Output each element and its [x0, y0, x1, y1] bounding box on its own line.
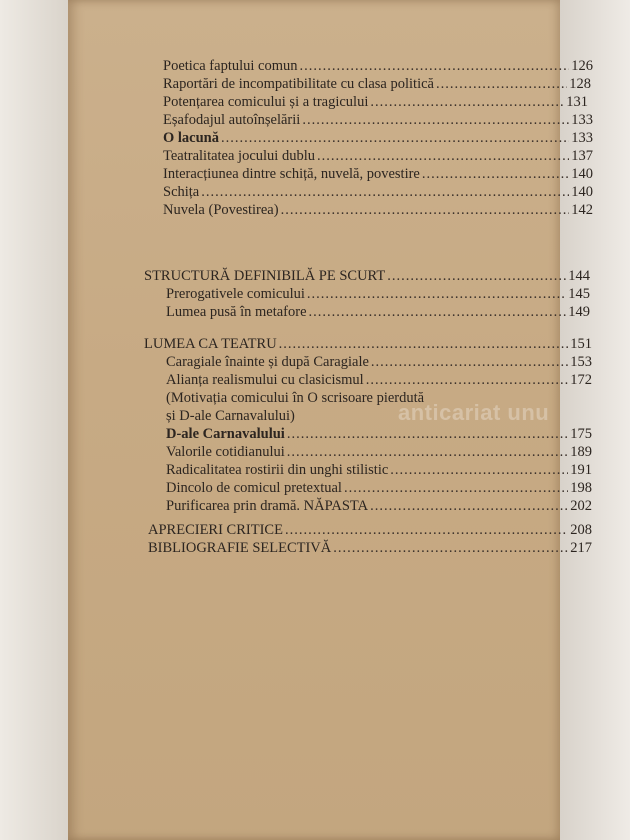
toc-entry-page: 142 [571, 202, 593, 218]
toc-section-heading [148, 540, 592, 556]
toc-entry-page: 131 [566, 94, 588, 110]
dot-leader [302, 112, 569, 128]
dot-leader [422, 166, 569, 182]
toc-entry [163, 112, 593, 128]
toc-entry [163, 130, 593, 146]
toc-entry-title: LUMEA CA TEATRU [144, 336, 277, 352]
toc-entry-title: Radicalitatea rostirii din unghi stilistic [166, 462, 389, 478]
dot-leader [436, 76, 567, 92]
toc-entry-title: O lacună [163, 130, 219, 146]
dot-leader [279, 336, 569, 352]
dot-leader [370, 94, 564, 110]
toc-entry-continuation: (Motivația comicului în O scrisoare pierdută [166, 390, 425, 406]
dot-leader [333, 540, 568, 556]
toc-entry [163, 58, 593, 74]
toc-section-heading [148, 522, 592, 538]
toc-entry [166, 462, 592, 478]
toc-entry [166, 426, 592, 442]
toc-entry-title: Valorile cotidianului [166, 444, 285, 460]
toc-section-heading [144, 268, 590, 284]
toc-entry [163, 94, 588, 110]
toc-entry-page: 172 [570, 372, 592, 388]
toc-entry [163, 76, 591, 92]
toc-entry [163, 148, 593, 164]
toc-entry-title: Lumea pusă în metafore [166, 304, 307, 320]
toc-entry [166, 304, 590, 320]
dot-leader [370, 498, 568, 514]
toc-entry-page: 137 [571, 148, 593, 164]
toc-entry-page: 202 [570, 498, 592, 514]
toc-entry-title: Potențarea comicului și a tragicului [163, 94, 369, 110]
toc-entry-page: 198 [570, 480, 592, 496]
toc-entry-page: 217 [570, 540, 592, 556]
toc-entry-title: STRUCTURĂ DEFINIBILĂ PE SCURT [144, 268, 386, 284]
book-page [68, 0, 593, 840]
dot-leader [390, 462, 568, 478]
toc-entry [163, 202, 593, 218]
toc-entry-page: 145 [568, 286, 590, 302]
toc-entry [166, 444, 592, 460]
toc-entry [166, 498, 592, 514]
toc-entry-title: APRECIERI CRITICE [148, 522, 283, 538]
toc-entry-continuation: și D-ale Carnavalului) [166, 408, 295, 424]
toc-entry-page: 133 [571, 130, 593, 146]
toc-entry-title: Dincolo de comicul pretextual [166, 480, 342, 496]
toc-entry [163, 184, 593, 200]
toc-entry-page: 126 [571, 58, 593, 74]
toc-entry-title: Purificarea prin dramă. NĂPASTA [166, 498, 369, 514]
toc-entry-page: 153 [570, 354, 592, 370]
toc-entry-page: 149 [568, 304, 590, 320]
toc-entry [166, 354, 592, 370]
dot-leader [221, 130, 569, 146]
dot-leader [387, 268, 566, 284]
toc-entry-title: Raportări de incompatibilitate cu clasa politică [163, 76, 434, 92]
toc-entry-title: Eșafodajul autoînșelării [163, 112, 301, 128]
toc-entry-page: 144 [568, 268, 590, 284]
toc-entry-title: Nuvela (Povestirea) [163, 202, 279, 218]
toc-entry-title: Poetica faptului comun [163, 58, 298, 74]
toc-entry-title: Interacțiunea dintre schiță, nuvelă, povestire [163, 166, 420, 182]
dot-leader [300, 58, 570, 74]
toc-entry-page: 151 [570, 336, 592, 352]
toc-entry-title: Teatralitatea jocului dublu [163, 148, 315, 164]
dot-leader [317, 148, 569, 164]
toc-section-heading [144, 336, 592, 352]
toc-entry-title: D-ale Carnavalului [166, 426, 285, 442]
toc-entry [166, 372, 592, 388]
toc-entry-page: 140 [571, 184, 593, 200]
toc-entry-title: Schița [163, 184, 200, 200]
toc-entry [163, 166, 593, 182]
dot-leader [366, 372, 569, 388]
toc-entry-page: 133 [571, 112, 593, 128]
dot-leader [307, 286, 566, 302]
toc-entry-page: 189 [570, 444, 592, 460]
dot-leader [287, 444, 568, 460]
watermark: anticariat unu [398, 400, 550, 425]
toc-entry-title: Caragiale înainte și după Caragiale [166, 354, 369, 370]
toc-entry-title: Alianța realismului cu clasicismul [166, 372, 364, 388]
dot-leader [281, 202, 570, 218]
dot-leader [201, 184, 569, 200]
toc-entry-title: Prerogativele comicului [166, 286, 305, 302]
background-left [0, 0, 70, 840]
dot-leader [309, 304, 567, 320]
toc-entry-page: 128 [569, 76, 591, 92]
dot-leader [344, 480, 568, 496]
toc-entry [166, 480, 592, 496]
toc-entry-page: 140 [571, 166, 593, 182]
toc-entry-page: 191 [570, 462, 592, 478]
toc-entry-page: 208 [570, 522, 592, 538]
toc-entry-title: BIBLIOGRAFIE SELECTIVĂ [148, 540, 332, 556]
dot-leader [371, 354, 568, 370]
toc-entry [166, 286, 590, 302]
toc-entry-page: 175 [570, 426, 592, 442]
dot-leader [285, 522, 568, 538]
dot-leader [287, 426, 568, 442]
